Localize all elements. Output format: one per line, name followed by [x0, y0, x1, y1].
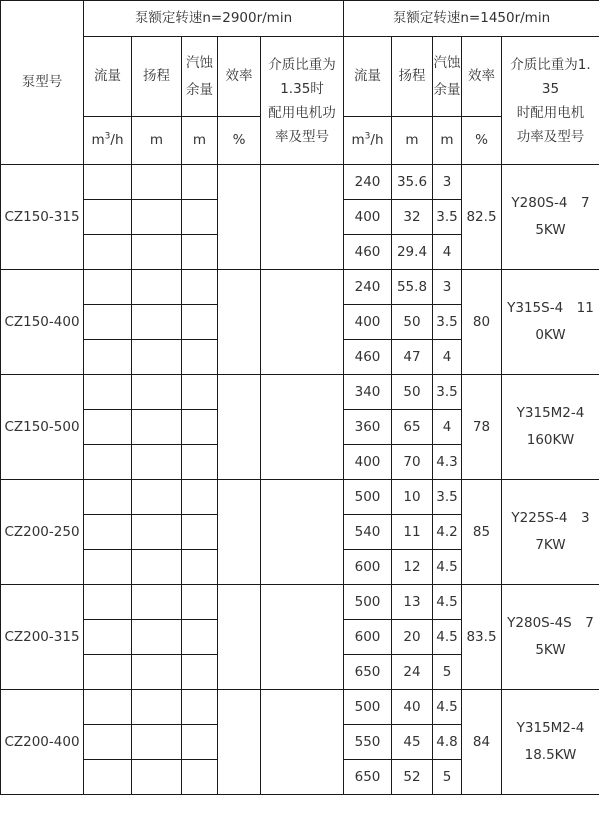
table-row — [1, 270, 599, 305]
cell-npsh-2900 — [182, 165, 218, 200]
cell-npsh: 3.5 — [433, 305, 462, 340]
header-flow: 流量 — [84, 37, 132, 117]
cell-npsh: 4 — [433, 235, 462, 270]
cell-flow: 400 — [344, 305, 392, 340]
cell-npsh-2900 — [182, 585, 218, 620]
unit-efficiency: % — [218, 117, 261, 165]
cell-npsh: 3.5 — [433, 200, 462, 235]
cell-head-2900 — [132, 655, 182, 690]
unit-flow-1450: $m^3/h$ — [344, 117, 392, 165]
cell-npsh-2900 — [182, 620, 218, 655]
cell-npsh-2900 — [182, 760, 218, 795]
cell-flow-2900 — [84, 515, 132, 550]
cell-motor: Y315M2-4 160KW — [502, 375, 599, 480]
cell-flow: 650 — [344, 760, 392, 795]
cell-flow-2900 — [84, 725, 132, 760]
cell-flow-2900 — [84, 620, 132, 655]
header-speed-1450: 泵额定转速n=1450r/min — [344, 1, 599, 37]
cell-motor-2900 — [261, 270, 344, 375]
table-row — [1, 690, 599, 725]
cell-model: CZ200-400 — [1, 690, 84, 795]
cell-head: 45 — [392, 725, 433, 760]
cell-flow-2900 — [84, 200, 132, 235]
cell-efficiency: 80 — [462, 270, 502, 375]
header-head-1450: 扬程 — [392, 37, 433, 117]
cell-head-2900 — [132, 200, 182, 235]
cell-efficiency-2900 — [218, 165, 261, 270]
cell-head-2900 — [132, 620, 182, 655]
cell-npsh: 4.8 — [433, 725, 462, 760]
cell-head: 40 — [392, 690, 433, 725]
header-model: 泵型号 — [1, 1, 84, 165]
cell-motor-2900 — [261, 690, 344, 795]
cell-motor-2900 — [261, 585, 344, 690]
cell-efficiency-2900 — [218, 270, 261, 375]
cell-efficiency: 82.5 — [462, 165, 502, 270]
cell-npsh: 4.5 — [433, 620, 462, 655]
cell-head-2900 — [132, 480, 182, 515]
cell-npsh: 4 — [433, 340, 462, 375]
cell-npsh: 3.5 — [433, 480, 462, 515]
cell-npsh-2900 — [182, 515, 218, 550]
table-row — [1, 375, 599, 410]
cell-flow: 500 — [344, 480, 392, 515]
cell-npsh: 3.5 — [433, 375, 462, 410]
table-row — [1, 585, 599, 620]
cell-npsh-2900 — [182, 480, 218, 515]
cell-flow-2900 — [84, 445, 132, 480]
cell-flow-2900 — [84, 690, 132, 725]
cell-head: 70 — [392, 445, 433, 480]
cell-npsh: 4.5 — [433, 690, 462, 725]
cell-model: CZ200-315 — [1, 585, 84, 690]
cell-motor: Y225S-4 3 7KW — [502, 480, 599, 585]
cell-motor: Y315S-4 11 0KW — [502, 270, 599, 375]
cell-efficiency-2900 — [218, 585, 261, 690]
cell-npsh-2900 — [182, 305, 218, 340]
header-flow-1450: 流量 — [344, 37, 392, 117]
cell-npsh: 4.3 — [433, 445, 462, 480]
table-header — [1, 1, 599, 165]
cell-head-2900 — [132, 515, 182, 550]
cell-flow-2900 — [84, 550, 132, 585]
cell-head-2900 — [132, 340, 182, 375]
cell-head: 24 — [392, 655, 433, 690]
cell-model: CZ150-400 — [1, 270, 84, 375]
cell-head: 35.6 — [392, 165, 433, 200]
cell-flow-2900 — [84, 270, 132, 305]
cell-model: CZ150-500 — [1, 375, 84, 480]
cell-npsh-2900 — [182, 200, 218, 235]
cell-head-2900 — [132, 270, 182, 305]
cell-npsh: 3 — [433, 270, 462, 305]
cell-head: 50 — [392, 305, 433, 340]
cell-npsh-2900 — [182, 550, 218, 585]
cell-npsh-2900 — [182, 340, 218, 375]
cell-efficiency: 83.5 — [462, 585, 502, 690]
cell-npsh: 4 — [433, 410, 462, 445]
unit-flow: $m^3/h$ — [84, 117, 132, 165]
table-row — [1, 480, 599, 515]
cell-npsh: 4.5 — [433, 550, 462, 585]
unit-npsh: m — [182, 117, 218, 165]
table-body — [1, 165, 599, 795]
cell-head-2900 — [132, 585, 182, 620]
cell-head: 12 — [392, 550, 433, 585]
header-npsh: 汽蚀 余量 — [182, 37, 218, 117]
cell-efficiency: 84 — [462, 690, 502, 795]
cell-efficiency-2900 — [218, 375, 261, 480]
cell-efficiency: 78 — [462, 375, 502, 480]
cell-head: 65 — [392, 410, 433, 445]
cell-motor-2900 — [261, 165, 344, 270]
cell-npsh-2900 — [182, 375, 218, 410]
cell-npsh-2900 — [182, 410, 218, 445]
header-npsh-1450: 汽蚀 余量 — [433, 37, 462, 117]
cell-flow: 500 — [344, 690, 392, 725]
header-efficiency: 效率 — [218, 37, 261, 117]
cell-flow: 240 — [344, 165, 392, 200]
cell-head-2900 — [132, 305, 182, 340]
cell-flow-2900 — [84, 340, 132, 375]
cell-model: CZ150-315 — [1, 165, 84, 270]
cell-flow: 340 — [344, 375, 392, 410]
cell-flow: 600 — [344, 620, 392, 655]
cell-motor: Y280S-4 7 5KW — [502, 165, 599, 270]
cell-head: 11 — [392, 515, 433, 550]
cell-head: 55.8 — [392, 270, 433, 305]
cell-flow-2900 — [84, 375, 132, 410]
cell-head-2900 — [132, 235, 182, 270]
cell-head: 52 — [392, 760, 433, 795]
cell-head-2900 — [132, 445, 182, 480]
cell-flow: 600 — [344, 550, 392, 585]
cell-head: 13 — [392, 585, 433, 620]
cell-flow: 540 — [344, 515, 392, 550]
cell-head: 10 — [392, 480, 433, 515]
cell-flow-2900 — [84, 165, 132, 200]
cell-head: 32 — [392, 200, 433, 235]
cell-motor: Y280S-4S 7 5KW — [502, 585, 599, 690]
table-row — [1, 165, 599, 200]
cell-flow: 500 — [344, 585, 392, 620]
cell-npsh-2900 — [182, 655, 218, 690]
cell-npsh: 3 — [433, 165, 462, 200]
cell-npsh: 5 — [433, 655, 462, 690]
cell-efficiency-2900 — [218, 690, 261, 795]
cell-head-2900 — [132, 550, 182, 585]
cell-flow: 400 — [344, 445, 392, 480]
cell-head-2900 — [132, 760, 182, 795]
header-speed-2900: 泵额定转速n=2900r/min — [84, 1, 344, 37]
cell-npsh: 5 — [433, 760, 462, 795]
cell-npsh-2900 — [182, 235, 218, 270]
cell-npsh-2900 — [182, 690, 218, 725]
cell-model: CZ200-250 — [1, 480, 84, 585]
cell-efficiency-2900 — [218, 480, 261, 585]
cell-flow-2900 — [84, 410, 132, 445]
cell-flow-2900 — [84, 305, 132, 340]
cell-head-2900 — [132, 375, 182, 410]
cell-head: 29.4 — [392, 235, 433, 270]
unit-head-1450: m — [392, 117, 433, 165]
header-efficiency-1450: 效率 — [462, 37, 502, 117]
cell-flow: 550 — [344, 725, 392, 760]
cell-flow: 360 — [344, 410, 392, 445]
cell-flow-2900 — [84, 480, 132, 515]
cell-flow: 460 — [344, 235, 392, 270]
cell-head: 20 — [392, 620, 433, 655]
header-motor-2900: 介质比重为 1.35时 配用电机功 率及型号 — [261, 37, 344, 165]
cell-efficiency: 85 — [462, 480, 502, 585]
cell-motor-2900 — [261, 375, 344, 480]
cell-flow-2900 — [84, 655, 132, 690]
cell-flow-2900 — [84, 760, 132, 795]
header-head: 扬程 — [132, 37, 182, 117]
cell-npsh: 4.5 — [433, 585, 462, 620]
cell-flow: 400 — [344, 200, 392, 235]
cell-head-2900 — [132, 725, 182, 760]
unit-efficiency-1450: % — [462, 117, 502, 165]
cell-head: 47 — [392, 340, 433, 375]
cell-head-2900 — [132, 410, 182, 445]
cell-head-2900 — [132, 165, 182, 200]
cell-motor: Y315M2-4 18.5KW — [502, 690, 599, 795]
cell-flow-2900 — [84, 585, 132, 620]
cell-npsh-2900 — [182, 725, 218, 760]
cell-npsh-2900 — [182, 445, 218, 480]
header-motor-1450: 介质比重为1. 35 时配用电机 功率及型号 — [502, 37, 599, 165]
cell-npsh-2900 — [182, 270, 218, 305]
cell-flow: 460 — [344, 340, 392, 375]
cell-head: 50 — [392, 375, 433, 410]
unit-head: m — [132, 117, 182, 165]
unit-npsh-1450: m — [433, 117, 462, 165]
cell-npsh: 4.2 — [433, 515, 462, 550]
cell-flow-2900 — [84, 235, 132, 270]
cell-motor-2900 — [261, 480, 344, 585]
cell-head-2900 — [132, 690, 182, 725]
cell-flow: 650 — [344, 655, 392, 690]
cell-flow: 240 — [344, 270, 392, 305]
